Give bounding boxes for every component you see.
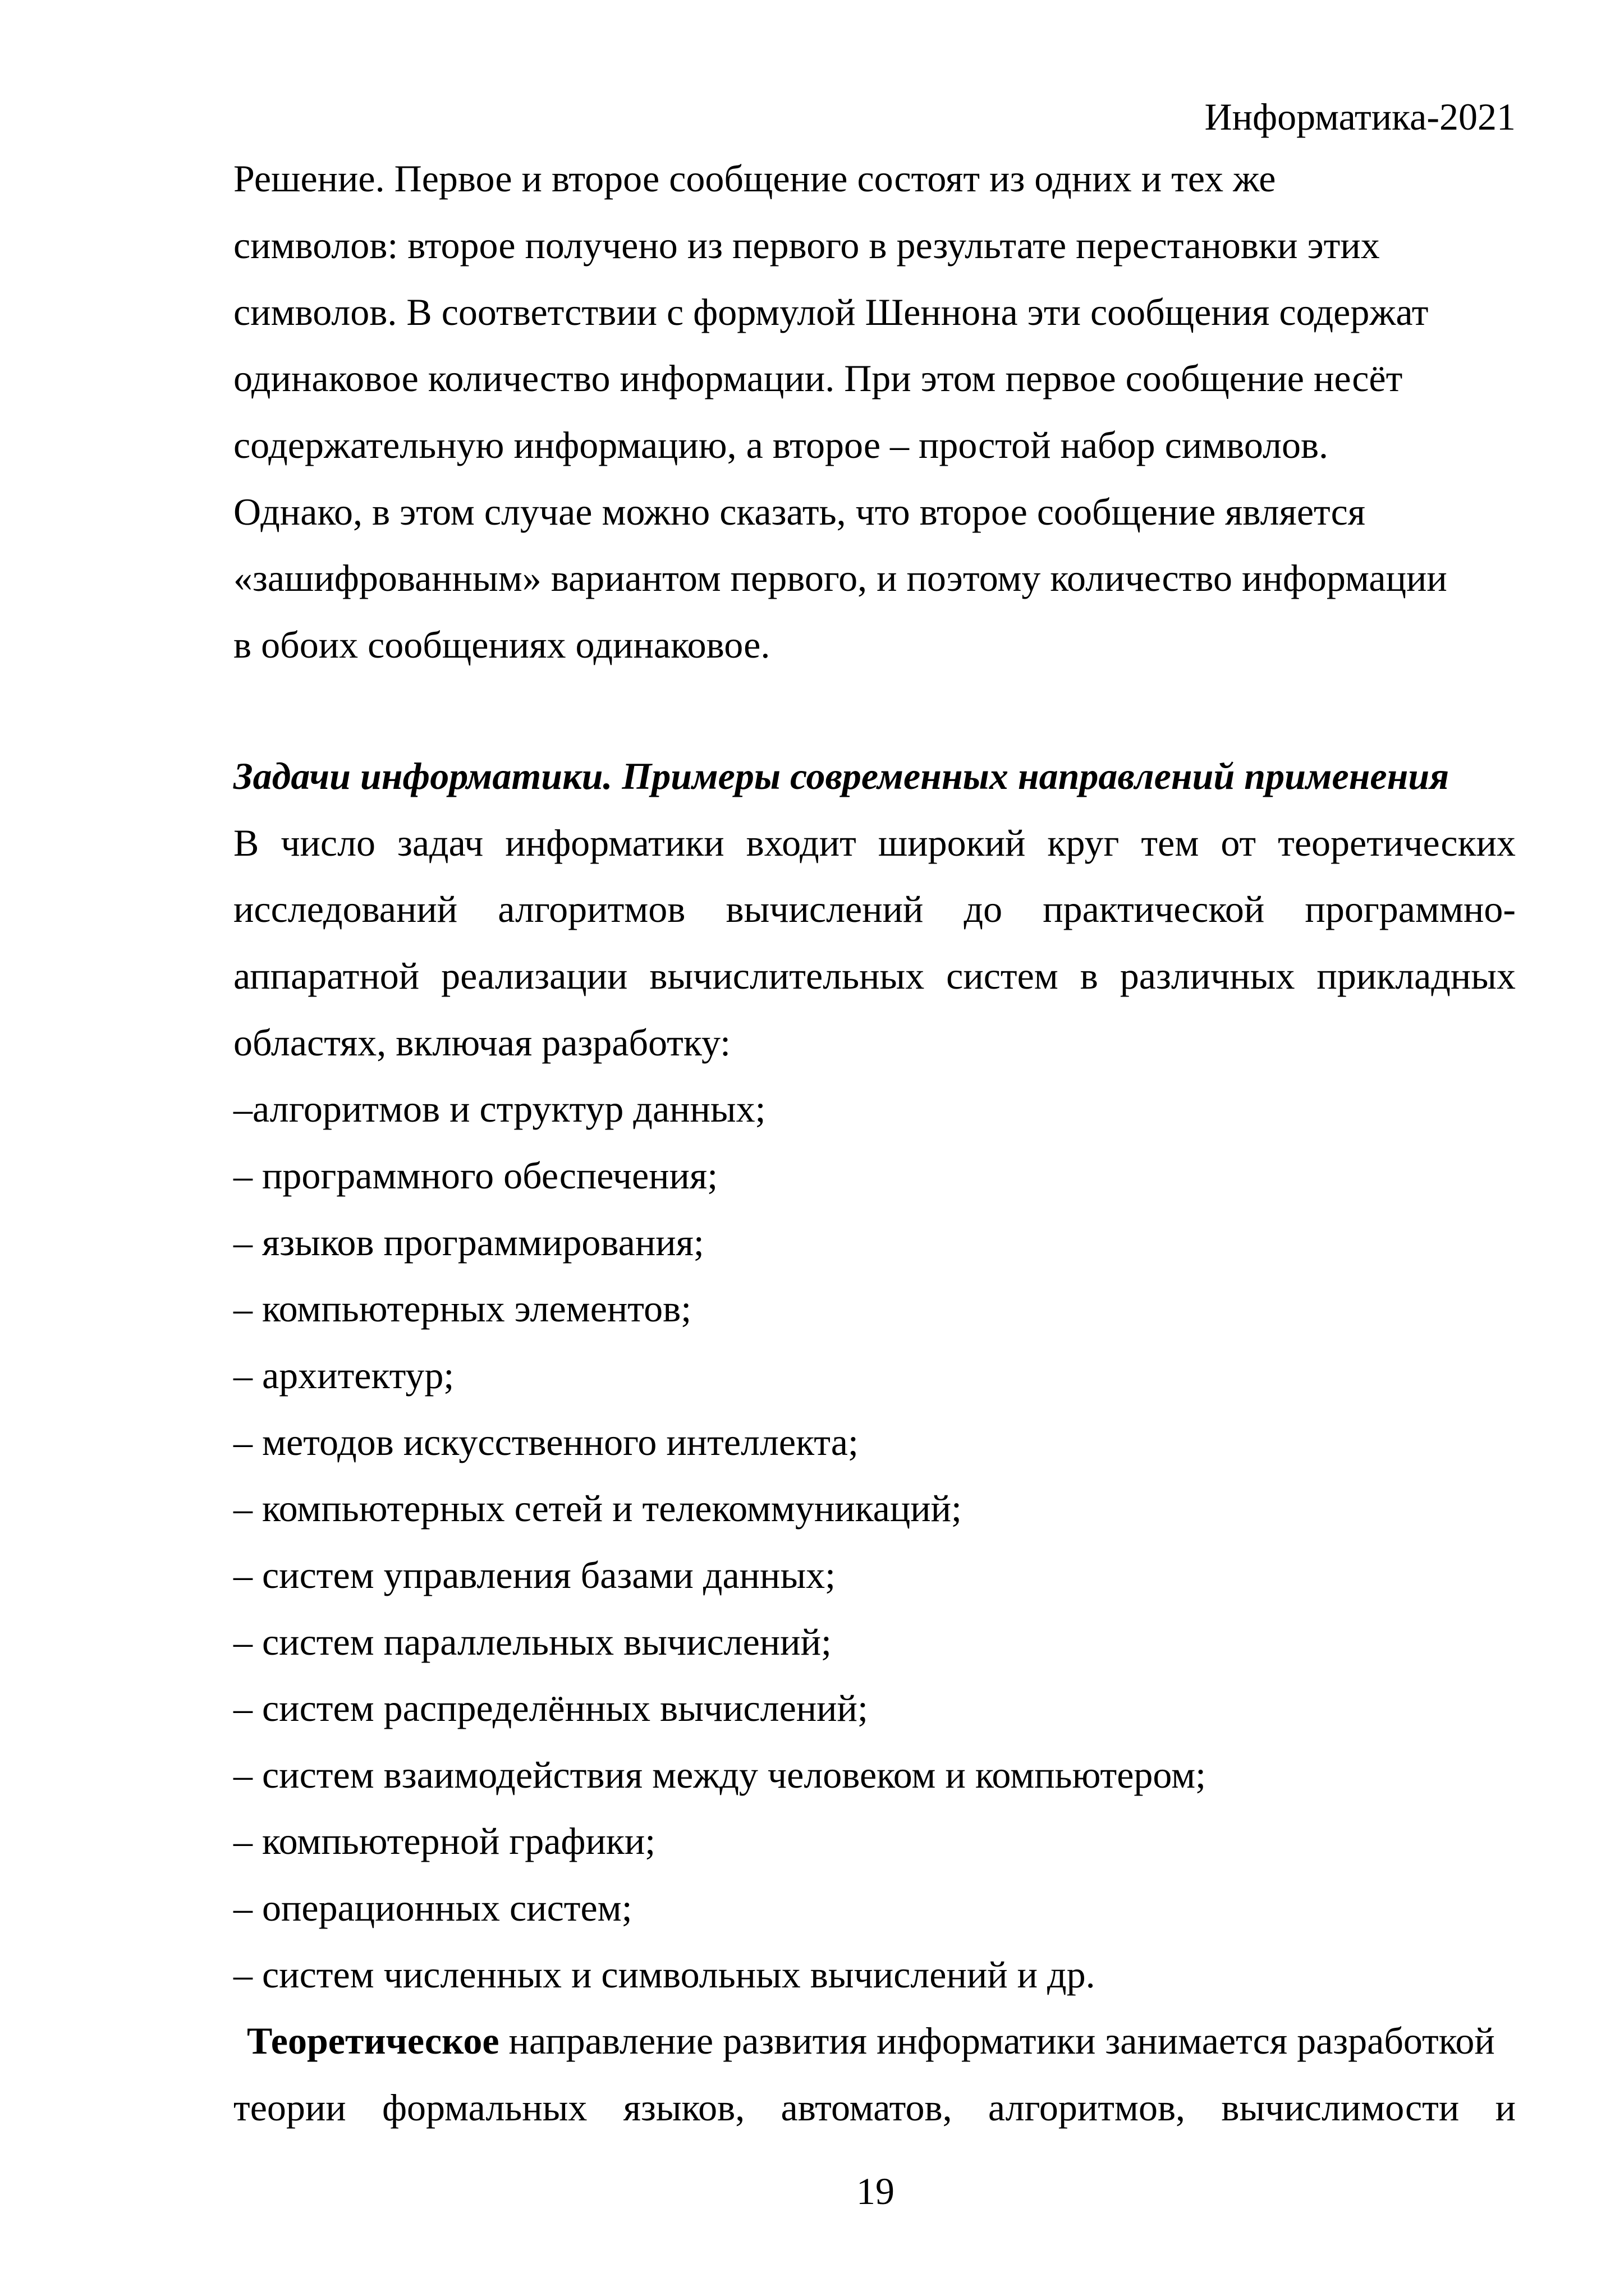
theory-line — [247, 2018, 1495, 2063]
list-item: – систем управления базами данных; — [233, 1554, 836, 1596]
solution-line: символов. В соответствии с формулой Шеннона эти сообщения содержат — [233, 291, 1429, 333]
list-item: – компьютерных элементов; — [233, 1287, 692, 1330]
theory-line: теории формальных языков, автоматов, алгоритмов, вычислимости и — [233, 2086, 1516, 2129]
intro-line: исследований алгоритмов вычислений до практической программно- — [233, 888, 1516, 930]
intro-line: аппаратной реализации вычислительных систем в различных прикладных — [233, 954, 1516, 997]
solution-line: одинаковое количество информации. При этом первое сообщение несёт — [233, 357, 1403, 399]
list-item: – компьютерных сетей и телекоммуникаций; — [233, 1487, 962, 1530]
list-item: – операционных систем; — [233, 1886, 632, 1929]
list-item: – систем численных и символьных вычислений и др. — [233, 1953, 1095, 1996]
list-item: –алгоритмов и структур данных; — [233, 1087, 766, 1130]
solution-line: содержательную информацию, а второе – простой набор символов. — [233, 424, 1329, 466]
list-item: – систем параллельных вычислений; — [233, 1620, 832, 1663]
list-item: – языков программирования; — [233, 1221, 704, 1264]
running-header: Информатика-2021 — [1204, 95, 1516, 138]
intro-line: областях, включая разработку: — [233, 1021, 731, 1064]
theory-text: направление развития информатики занимается разработкой — [499, 2019, 1495, 2062]
solution-line: Решение. Первое и второе сообщение состоят из одних и тех же — [233, 157, 1276, 200]
solution-line: «зашифрованным» вариантом первого, и поэтому количество информации — [233, 557, 1447, 599]
list-item: – программного обеспечения; — [233, 1154, 718, 1197]
list-item: – методов искусственного интеллекта; — [233, 1421, 859, 1463]
list-item: – архитектур; — [233, 1354, 455, 1397]
page-number: 19 — [856, 2170, 894, 2212]
list-item: – систем взаимодействия между человеком и компьютером; — [233, 1753, 1206, 1796]
theory-bold-term: Теоретическое — [247, 2019, 499, 2062]
section-heading: Задачи информатики. Примеры современных направлений применения — [233, 755, 1449, 797]
intro-line: В число задач информатики входит широкий круг тем от теоретических — [233, 821, 1516, 864]
solution-line: в обоих сообщениях одинаковое. — [233, 623, 770, 666]
list-item: – компьютерной графики; — [233, 1820, 656, 1862]
list-item: – систем распределённых вычислений; — [233, 1687, 868, 1729]
solution-line: Однако, в этом случае можно сказать, что второе сообщение является — [233, 490, 1366, 533]
solution-line: символов: второе получено из первого в результате перестановки этих — [233, 224, 1380, 267]
